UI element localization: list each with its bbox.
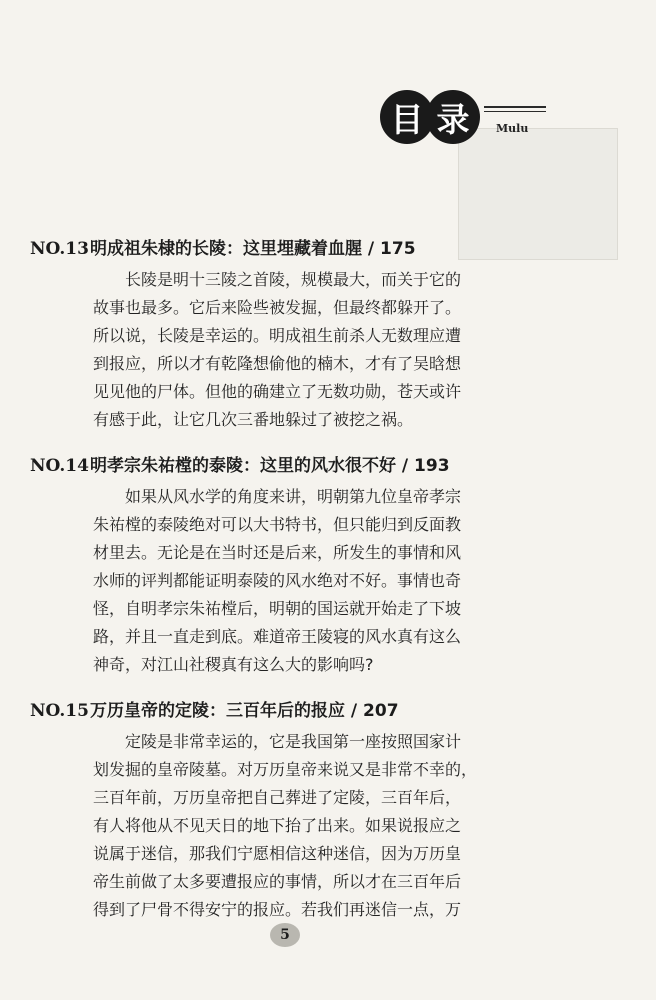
entry-number: NO.14: [30, 456, 89, 476]
entry-title: 明孝宗朱祐樘的泰陵：这里的风水很不好 / 193: [90, 456, 450, 476]
page-number: 5: [270, 923, 300, 947]
entry-heading[interactable]: [30, 238, 485, 260]
header-subtitle: Mulu: [496, 122, 529, 135]
desc-line: 故事也最多。它后来险些被发掘，但最终都躲开了。: [93, 298, 462, 317]
entry-description: [93, 728, 503, 924]
desc-line: 所以说，长陵是幸运的。明成祖生前杀人无数理应遭: [93, 326, 462, 345]
entry-title: 万历皇帝的定陵：三百年后的报应 / 207: [90, 701, 399, 721]
desc-line: 定陵是非常幸运的，它是我国第一座按照国家计: [125, 732, 462, 751]
desc-line: 长陵是明十三陵之首陵，规模最大，而关于它的: [125, 270, 462, 289]
entry-number: NO.15: [30, 701, 89, 721]
desc-line: 有感于此，让它几次三番地躲过了被挖之祸。: [93, 410, 414, 429]
header-char-circle: 目: [380, 90, 434, 144]
desc-line: 水师的评判都能证明泰陵的风水绝对不好。事情也奇: [93, 571, 462, 590]
entry-description: [93, 483, 503, 679]
desc-line: 怪，自明孝宗朱祐樘后，明朝的国运就开始走了下坡: [93, 599, 462, 618]
desc-line: 三百年前，万历皇帝把自己葬进了定陵，三百年后，: [93, 788, 462, 807]
desc-line: 神奇，对江山社稷真有这么大的影响吗?: [93, 655, 374, 674]
entry-title: 明成祖朱棣的长陵：这里埋藏着血腥 / 175: [90, 239, 416, 259]
entry-heading[interactable]: [30, 455, 485, 477]
desc-line: 到报应，所以才有乾隆想偷他的楠木，才有了吴晗想: [93, 354, 462, 373]
entry-number: NO.13: [30, 239, 89, 259]
entry-heading[interactable]: [30, 700, 485, 722]
desc-line: 说属于迷信，那我们宁愿相信这种迷信，因为万历皇: [93, 844, 462, 863]
toc-entry: [30, 455, 485, 679]
desc-line: 有人将他从不见天日的地下抬了出来。如果说报应之: [93, 816, 462, 835]
entry-description: [93, 266, 503, 434]
desc-line: 朱祐樘的泰陵绝对可以大书特书，但只能归到反面教: [93, 515, 462, 534]
toc-header: [380, 88, 550, 152]
header-rule-lines: [484, 106, 546, 115]
desc-line: 路，并且一直走到底。难道帝王陵寝的风水真有这么: [93, 627, 462, 646]
toc-entry: [30, 700, 485, 924]
desc-line: 如果从风水学的角度来讲，明朝第九位皇帝孝宗: [125, 487, 462, 506]
toc-entry: [30, 238, 485, 434]
desc-line: 材里去。无论是在当时还是后来，所发生的事情和风: [93, 543, 462, 562]
desc-line: 见见他的尸体。但他的确建立了无数功勋，苍天或许: [93, 382, 462, 401]
header-char-circle: 录: [426, 90, 480, 144]
desc-line: 划发掘的皇帝陵墓。对万历皇帝来说又是非常不幸的，: [93, 760, 478, 779]
desc-line: 帝生前做了太多要遭报应的事情，所以才在三百年后: [93, 872, 462, 891]
desc-line: 得到了尸骨不得安宁的报应。若我们再迷信一点，万: [93, 900, 462, 919]
